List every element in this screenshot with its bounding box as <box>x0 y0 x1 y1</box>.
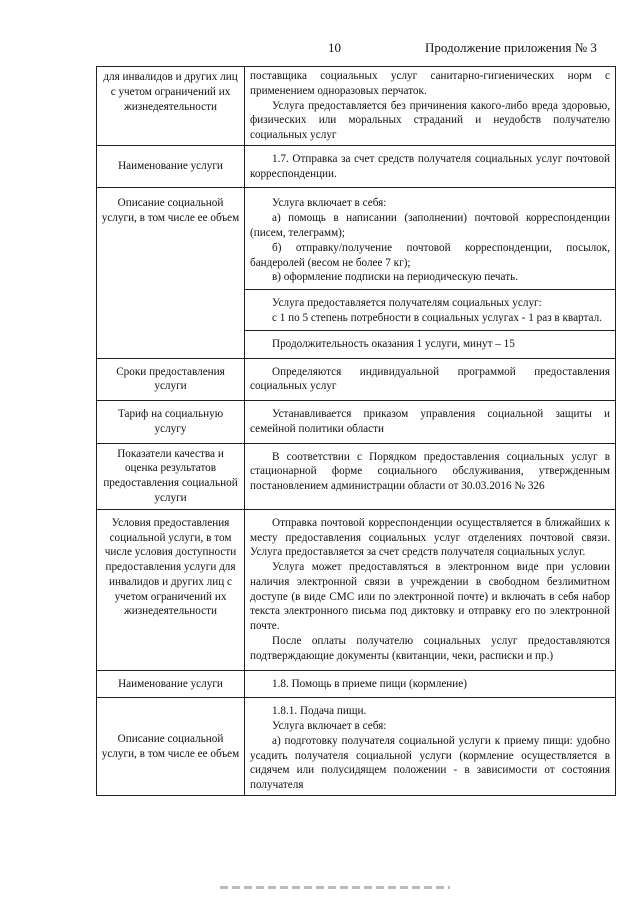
table-row <box>97 509 616 670</box>
paragraph: 1.7. Отправка за счет средств получателя социальных услуг почтовой корреспонденции. <box>250 152 610 180</box>
paragraph: Услуга включает в себя: <box>272 720 387 733</box>
row-content <box>245 443 616 509</box>
table-row <box>97 670 616 698</box>
paragraph: Определяются индивидуальной программой предоставления социальных услуг <box>250 365 610 393</box>
row-content <box>245 188 616 358</box>
row-content <box>245 67 616 146</box>
row-label: Наименование услуги <box>97 670 245 698</box>
row-content <box>245 145 616 188</box>
table-row <box>97 67 616 146</box>
row-content <box>245 358 616 401</box>
scan-artifact <box>220 886 450 889</box>
service-table <box>96 66 616 796</box>
paragraph: В соответствии с Порядком предоставления социальных услуг в стационарной форме социального обслуживания, утвержденным постановлением администрации области от 30.03.2016 № 326 <box>250 450 610 493</box>
paragraph: Услуга может предоставляться в электронном виде при условии наличия электронной связи в учреждении в свободном безлимитном доступе (в виде СМС или по электронной почте) и включать в себя набор текста электронного письма под диктовку и отправку его по электронной почте. <box>250 561 610 633</box>
paragraph: Устанавливается приказом управления социальной защиты и семейной политики области <box>250 408 610 435</box>
paragraph: с 1 по 5 степень потребности в социальных услугах - 1 раз в квартал. <box>272 311 602 324</box>
paragraph: в) оформление подписки на периодическую печать. <box>272 271 518 284</box>
table-row <box>97 145 616 188</box>
row-label: для инвалидов и других лиц с учетом ограничений их жизнедеятельности <box>97 67 245 146</box>
row-content <box>245 670 616 698</box>
paragraph: Услуга включает в себя: <box>272 197 387 210</box>
paragraph: Услуга предоставляется без причинения какого-либо вреда здоровью, физических или моральных страданий и неудобств получателю социальных услуг <box>250 99 610 142</box>
paragraph: После оплаты получателю социальных услуг предоставляются подтверждающие документы (квитанции, чеки, расписки и пр.) <box>250 635 610 662</box>
paragraph: Услуга предоставляется получателям социальных услуг: <box>272 297 542 310</box>
row-label: Условия предоставления социальной услуги, в том числе условия доступности предоставления услуги для инвалидов и других лиц с учетом ограничений их жизнедеятельности <box>97 509 245 670</box>
row-label: Описание социальной услуги, в том числе ее объем <box>97 698 245 796</box>
table-row <box>97 188 616 358</box>
row-label: Сроки предоставления услуги <box>97 358 245 401</box>
paragraph: 1.8. Помощь в приеме пищи (кормление) <box>272 677 467 690</box>
paragraph: а) помощь в написании (заполнении) почтовой корреспонденции (писем, телеграмм); <box>250 212 610 240</box>
paragraph: а) подготовку получателя социальной услуги к приему пищи: удобно усадить получателя социальной услуги (кормление осуществляется в сидячем или полусидящем положении - в зависимости от состояния получателя <box>250 734 610 792</box>
paragraph: 1.8.1. Подача пищи. <box>272 705 367 718</box>
table-row <box>97 401 616 444</box>
duration-block <box>245 330 615 356</box>
paragraph: Продолжительность оказания 1 услуги, минут – 15 <box>272 337 515 350</box>
row-content <box>245 509 616 670</box>
row-label: Наименование услуги <box>97 145 245 188</box>
appendix-continuation: Продолжение приложения № 3 <box>425 40 597 55</box>
row-content <box>245 401 616 444</box>
paragraph: Отправка почтовой корреспонденции осуществляется в ближайших к месту предоставления социальных услуг отделениях почтовой связи. Услуга предоставляется за счет средств получателя социальных услуг. <box>250 516 610 559</box>
table-row <box>97 443 616 509</box>
paragraph: поставщика социальных услуг санитарно-гигиенических норм с применением одноразовых перчаток. <box>250 70 610 97</box>
frequency-block <box>245 289 615 326</box>
table-row <box>97 358 616 401</box>
row-label: Описание социальной услуги, в том числе ее объем <box>97 188 245 358</box>
page-number: 10 <box>328 40 341 55</box>
row-label: Тариф на социальную услугу <box>97 401 245 444</box>
row-content <box>245 698 616 796</box>
row-label: Показатели качества и оценка результатов предоставления социальной услуги <box>97 443 245 509</box>
table-row <box>97 698 616 796</box>
paragraph: б) отправку/получение почтовой корреспонденции, посылок, бандеролей (весом не более 7 кг); <box>250 241 610 269</box>
